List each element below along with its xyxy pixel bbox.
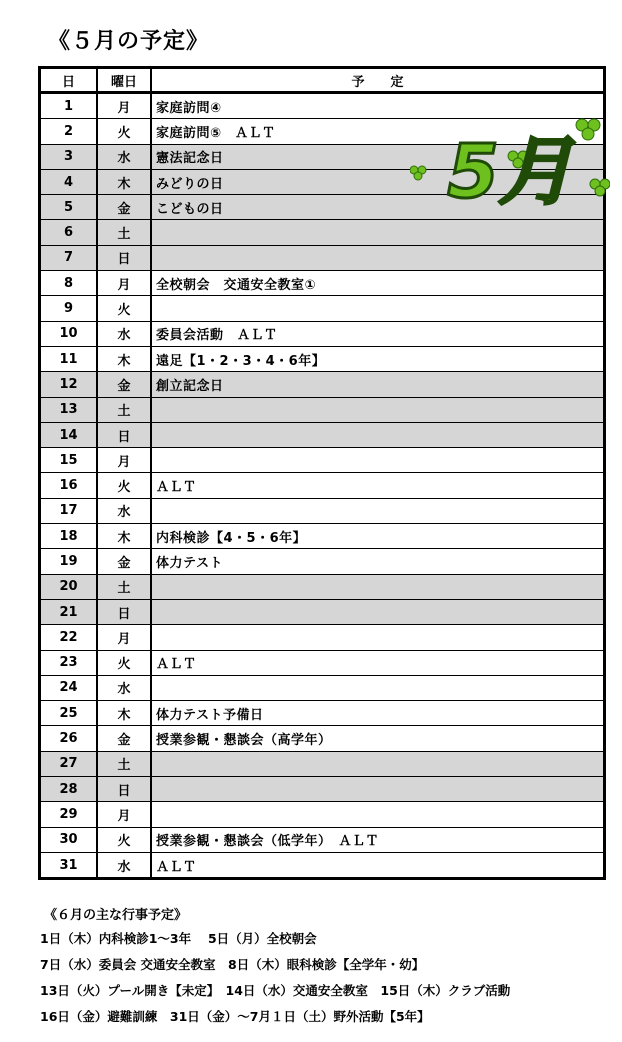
plan-cell: [151, 498, 605, 523]
table-row: [40, 397, 605, 422]
june-events: [40, 904, 510, 1033]
june-line: 7日（水）委員会 交通安全教室 8日（木）眼科検診【全学年・幼】: [40, 957, 425, 972]
day-cell: 25: [40, 701, 98, 726]
plan-cell: [151, 245, 605, 270]
weekday-cell: 月: [97, 448, 151, 473]
weekday-cell: 土: [97, 574, 151, 599]
weekday-cell: 火: [97, 119, 151, 144]
day-cell: 3: [40, 144, 98, 169]
june-heading: 《６月の主な行事予定》: [44, 908, 188, 923]
clover-icon: [410, 166, 426, 180]
weekday-cell: 火: [97, 827, 151, 852]
table-row: [40, 448, 605, 473]
weekday-cell: 日: [97, 422, 151, 447]
header-plan: 予 定: [151, 68, 605, 93]
plan-cell: [151, 448, 605, 473]
plan-cell: 委員会活動 ＡＬＴ: [151, 321, 605, 346]
table-row: [40, 321, 605, 346]
day-cell: 17: [40, 498, 98, 523]
day-cell: 21: [40, 599, 98, 624]
table-row: [40, 726, 605, 751]
day-cell: 24: [40, 675, 98, 700]
plan-cell: こどもの日: [151, 195, 605, 220]
table-row: [40, 802, 605, 827]
plan-cell: 授業参観・懇談会（高学年）: [151, 726, 605, 751]
day-cell: 7: [40, 245, 98, 270]
plan-cell: [151, 574, 605, 599]
day-cell: 23: [40, 650, 98, 675]
plan-cell: 体力テスト: [151, 549, 605, 574]
table-row: [40, 549, 605, 574]
plan-cell: みどりの日: [151, 169, 605, 194]
weekday-cell: 木: [97, 701, 151, 726]
weekday-cell: 水: [97, 675, 151, 700]
plan-cell: [151, 751, 605, 776]
day-cell: 5: [40, 195, 98, 220]
plan-cell: ＡＬＴ: [151, 473, 605, 498]
weekday-cell: 水: [97, 144, 151, 169]
plan-cell: 憲法記念日: [151, 144, 605, 169]
day-cell: 8: [40, 271, 98, 296]
day-cell: 18: [40, 524, 98, 549]
table-row: [40, 777, 605, 802]
plan-cell: 授業参観・懇談会（低学年） ＡＬＴ: [151, 827, 605, 852]
weekday-cell: 金: [97, 549, 151, 574]
weekday-cell: 日: [97, 599, 151, 624]
june-line: 1日（木）内科検診1～3年 5日（月）全校朝会: [40, 931, 317, 946]
plan-cell: [151, 625, 605, 650]
june-line: 13日（火）プール開き【未定】 14日（水）交通安全教室 15日（木）クラブ活動: [40, 983, 511, 998]
plan-cell: [151, 422, 605, 447]
table-row: [40, 296, 605, 321]
day-cell: 9: [40, 296, 98, 321]
weekday-cell: 土: [97, 751, 151, 776]
day-cell: 28: [40, 777, 98, 802]
table-row: [40, 675, 605, 700]
plan-cell: ＡＬＴ: [151, 650, 605, 675]
plan-cell: [151, 599, 605, 624]
day-cell: 11: [40, 346, 98, 371]
table-row: [40, 271, 605, 296]
weekday-cell: 木: [97, 524, 151, 549]
plan-cell: ＡＬＴ: [151, 852, 605, 878]
day-cell: 29: [40, 802, 98, 827]
plan-cell: 全校朝会 交通安全教室①: [151, 271, 605, 296]
plan-cell: [151, 296, 605, 321]
table-row: [40, 827, 605, 852]
weekday-cell: 土: [97, 397, 151, 422]
plan-cell: [151, 777, 605, 802]
table-row: [40, 625, 605, 650]
clover-icon: [590, 179, 610, 196]
weekday-cell: 月: [97, 802, 151, 827]
day-cell: 16: [40, 473, 98, 498]
weekday-cell: 水: [97, 498, 151, 523]
weekday-cell: 火: [97, 650, 151, 675]
page-title: 《５月の予定》: [48, 29, 210, 54]
plan-cell: 家庭訪問④: [151, 93, 605, 119]
table-header-row: [40, 68, 605, 93]
day-cell: 6: [40, 220, 98, 245]
weekday-cell: 月: [97, 271, 151, 296]
day-cell: 30: [40, 827, 98, 852]
weekday-cell: 木: [97, 169, 151, 194]
weekday-cell: 水: [97, 321, 151, 346]
day-cell: 20: [40, 574, 98, 599]
day-cell: 27: [40, 751, 98, 776]
day-cell: 26: [40, 726, 98, 751]
weekday-cell: 日: [97, 777, 151, 802]
table-row: [40, 524, 605, 549]
table-row: [40, 220, 605, 245]
day-cell: 2: [40, 119, 98, 144]
day-cell: 12: [40, 372, 98, 397]
header-day: 日: [40, 68, 98, 93]
plan-cell: [151, 397, 605, 422]
plan-cell: [151, 675, 605, 700]
table-row: [40, 574, 605, 599]
clover-icon: [576, 119, 600, 140]
plan-cell: 創立記念日: [151, 372, 605, 397]
day-cell: 13: [40, 397, 98, 422]
plan-cell: [151, 802, 605, 827]
plan-cell: 内科検診【4・5・6年】: [151, 524, 605, 549]
plan-cell: 体力テスト予備日: [151, 701, 605, 726]
plan-cell: 遠足【1・2・3・4・6年】: [151, 346, 605, 371]
table-row: [40, 852, 605, 878]
plan-cell: [151, 220, 605, 245]
table-row: [40, 245, 605, 270]
weekday-cell: 金: [97, 195, 151, 220]
weekday-cell: 火: [97, 296, 151, 321]
june-line: 16日（金）避難訓練 31日（金）～7月１日（土）野外活動【5年】: [40, 1009, 430, 1024]
table-row: [40, 346, 605, 371]
weekday-cell: 火: [97, 473, 151, 498]
table-row: [40, 650, 605, 675]
table-row: [40, 372, 605, 397]
day-cell: 19: [40, 549, 98, 574]
day-cell: 10: [40, 321, 98, 346]
table-row: [40, 498, 605, 523]
weekday-cell: 木: [97, 346, 151, 371]
may-badge: [410, 115, 610, 210]
weekday-cell: 金: [97, 372, 151, 397]
day-cell: 1: [40, 93, 98, 119]
table-row: [40, 422, 605, 447]
table-row: [40, 701, 605, 726]
header-weekday: 曜日: [97, 68, 151, 93]
table-row: [40, 751, 605, 776]
weekday-cell: 月: [97, 625, 151, 650]
day-cell: 4: [40, 169, 98, 194]
weekday-cell: 金: [97, 726, 151, 751]
plan-cell: 家庭訪問⑤ ＡＬＴ: [151, 119, 605, 144]
day-cell: 22: [40, 625, 98, 650]
badge-text: 5月: [447, 129, 573, 210]
day-cell: 14: [40, 422, 98, 447]
weekday-cell: 土: [97, 220, 151, 245]
weekday-cell: 月: [97, 93, 151, 119]
table-row: [40, 473, 605, 498]
table-row: [40, 599, 605, 624]
weekday-cell: 水: [97, 852, 151, 878]
day-cell: 15: [40, 448, 98, 473]
day-cell: 31: [40, 852, 98, 878]
weekday-cell: 日: [97, 245, 151, 270]
